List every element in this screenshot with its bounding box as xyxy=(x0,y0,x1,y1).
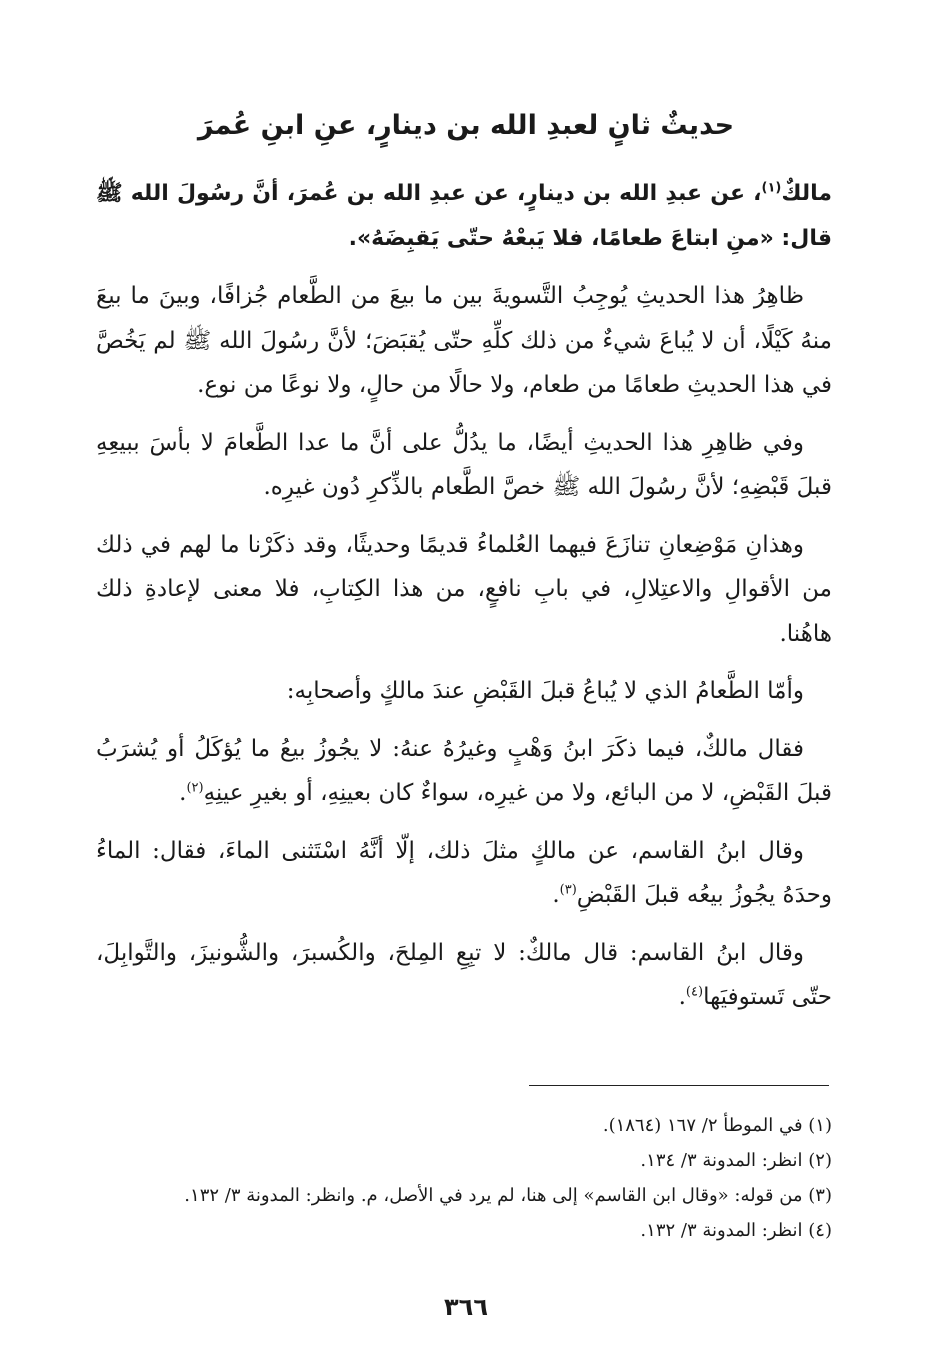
commentary-paragraph xyxy=(96,931,832,1020)
commentary-paragraph xyxy=(96,829,832,918)
footnote-marker[interactable]: (٤) xyxy=(685,984,704,1000)
commentary-paragraph xyxy=(96,669,832,714)
paragraph-text: وهذانِ مَوْضِعانِ تنازَعَ فيهما العُلماءُ قديمًا وحديثًا، وقد ذكَرْنا ما لهم في ذلك من الأقوالِ والاعتِلالِ، في بابِ نافعٍ، من هذا الكِتابِ، فلا معنى لإعادةِ ذلك هاهُنا. xyxy=(96,531,832,647)
paragraph-text: وفي ظاهِرِ هذا الحديثِ أيضًا، ما يدُلُّ على أنَّ ما عدا الطَّعامَ لا بأسَ ببيعِهِ قبلَ قَبْضِهِ؛ لأنَّ رسُولَ الله ﷺ خصَّ الطَّعام بالذِّكرِ دُون غيرِه. xyxy=(96,429,832,500)
footnote-marker[interactable]: (١) xyxy=(761,180,782,196)
footnote-item: (١) في الموطأ ٢/ ١٦٧ (١٨٦٤). xyxy=(602,1115,832,1136)
footnote-item: (٤) انظر: المدونة ٣/ ١٣٢. xyxy=(640,1220,832,1241)
paragraph-text: وقال ابنُ القاسم، عن مالكٍ مثلَ ذلك، إلّا أنَّهُ اسْتَثنى الماءَ، فقال: الماءُ وحدَهُ يجُوزُ بيعُه قبلَ القَبْضِ xyxy=(96,837,832,908)
main-text xyxy=(96,172,832,1033)
footnote-item: (٣) من قوله: «وقال ابن القاسم» إلى هنا، لم يرد في الأصل، م. وانظر: المدونة ٣/ ١٣٢. xyxy=(184,1185,832,1206)
paragraph-text-cont: . xyxy=(678,984,686,1010)
chapter-title: حديثٌ ثانٍ لعبدِ الله بن دينارٍ، عنِ ابنِ عُمرَ xyxy=(197,110,735,141)
paragraph-text: مالكٌ xyxy=(781,181,832,206)
commentary-paragraph xyxy=(96,523,832,657)
commentary-paragraph xyxy=(96,727,832,816)
page-number: ٣٦٦ xyxy=(444,1293,488,1321)
paragraph-text: فقال مالكٌ، فيما ذكَرَ ابنُ وَهْبٍ وغيرُهُ عنهُ: لا يجُوزُ بيعُ ما يُؤكَلُ أو يُشرَبُ قبلَ القَبْضِ، لا من البائع، ولا من غيرِه، سواءٌ كان بعينِهِ، أو بغيرِ عينِهِ xyxy=(96,735,832,806)
hadith-paragraph xyxy=(96,172,832,261)
paragraph-text-cont: . xyxy=(179,780,187,806)
footnote-marker[interactable]: (٣) xyxy=(559,882,577,898)
footnotes xyxy=(96,1108,832,1248)
commentary-paragraph xyxy=(96,274,832,408)
paragraph-text-cont: ، عن عبدِ الله بن دينارٍ، عن عبدِ الله بن عُمرَ، أنَّ رسُولَ الله ﷺ قال: «منِ ابتاعَ طعامًا، فلا يَبعْهُ حتّى يَقبِضَهُ». xyxy=(96,181,832,251)
commentary-paragraph xyxy=(96,421,832,510)
paragraph-text: وأمّا الطَّعامُ الذي لا يُباعُ قبلَ القَبْضِ عندَ مالكٍ وأصحابِه: xyxy=(286,678,804,704)
paragraph-text: وقال ابنُ القاسم: قال مالكٌ: لا تبِعِ المِلحَ، والكُسبرَ، والشُّونيزَ، والتَّوابِلَ، حتّى تَستوفيَها xyxy=(96,939,832,1010)
footnote-separator xyxy=(529,1085,829,1086)
footnote-item: (٢) انظر: المدونة ٣/ ١٣٤. xyxy=(640,1150,832,1171)
footnote-marker[interactable]: (٢) xyxy=(186,780,204,796)
paragraph-text: ظاهِرُ هذا الحديثِ يُوجِبُ التَّسويةَ بين ما بيعَ من الطَّعام جُزافًا، وبينَ ما بيعَ منهُ كَيْلًا، أن لا يُباعَ شيءٌ من ذلك كلِّهِ حتّى يُقبَضَ؛ لأنَّ رسُولَ الله ﷺ لم يَخُصَّ في هذا الحديثِ طعامًا من طعام، ولا حالًا من حالٍ، ولا نوعًا من نوع. xyxy=(96,283,832,398)
paragraph-text-cont: . xyxy=(552,882,560,908)
